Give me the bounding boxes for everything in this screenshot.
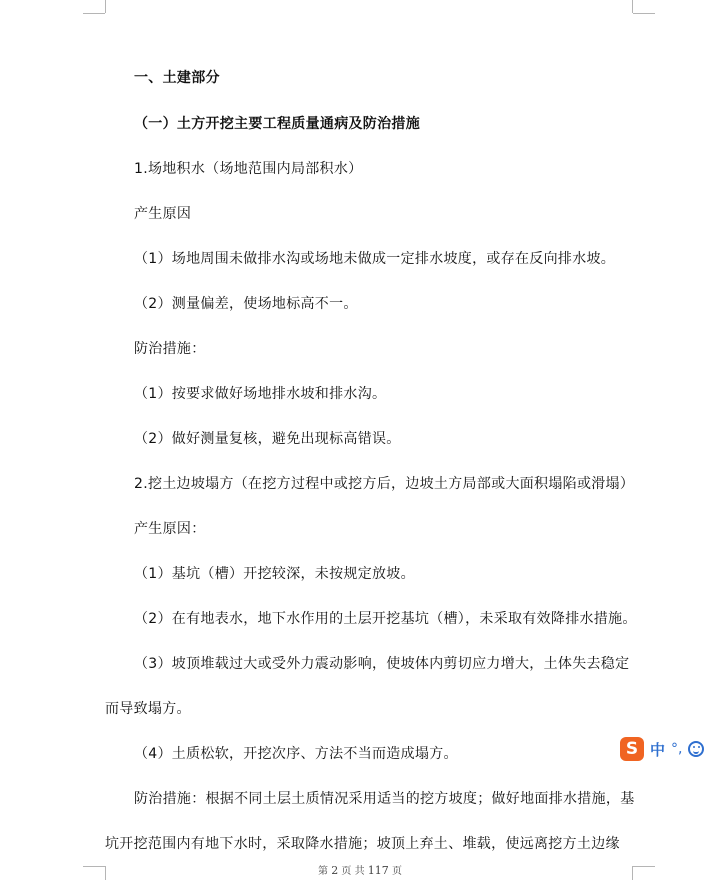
body-line: （2）在有地表水，地下水作用的土层开挖基坑（槽），未采取有效降排水措施。	[134, 611, 637, 627]
body-line: 1.场地积水（场地范围内局部积水）	[134, 161, 363, 177]
ime-toolbar[interactable]	[620, 736, 704, 762]
sogou-logo-icon[interactable]	[620, 737, 644, 761]
crop-mark-top-right-v	[632, 0, 633, 13]
body-line: 防治措施：根据不同土层土质情况采用适当的挖方坡度；做好地面排水措施，基	[134, 791, 635, 807]
footer-suffix: 页	[391, 866, 402, 877]
body-line: 2.挖土边坡塌方（在挖方过程中或挖方后，边坡土方局部或大面积塌陷或滑塌）	[134, 476, 635, 492]
body-line: （1）按要求做好场地排水坡和排水沟。	[134, 386, 387, 402]
subsection-heading: （一）土方开挖主要工程质量通病及防治措施	[134, 116, 420, 132]
ime-logo-letter: S	[625, 739, 639, 759]
body-line: 防治措施：	[134, 341, 206, 357]
ime-punctuation-toggle[interactable]: °,	[671, 741, 683, 757]
crop-mark-top-right-h	[633, 13, 655, 14]
footer-mid: 页 共	[341, 866, 365, 877]
body-line: 坑开挖范围内有地下水时，采取降水措施；坡顶上弃土、堆载，使远离挖方土边缘	[105, 836, 620, 852]
footer-prefix: 第	[318, 866, 329, 877]
page-footer	[0, 862, 720, 877]
body-line: 产生原因	[134, 206, 192, 222]
body-line: 产生原因：	[134, 521, 206, 537]
body-line: （3）坡顶堆载过大或受外力震动影响，使坡体内剪切应力增大，土体失去稳定	[134, 656, 630, 672]
body-line: （1）基坑（槽）开挖较深，未按规定放坡。	[134, 566, 415, 582]
body-line: （2）做好测量复核，避免出现标高错误。	[134, 431, 401, 447]
crop-mark-top-left-v	[105, 0, 106, 13]
ime-language-toggle[interactable]: 中	[650, 740, 666, 759]
body-line: （4）土质松软，开挖次序、方法不当而造成塌方。	[134, 746, 458, 762]
crop-mark-top-left-h	[83, 13, 105, 14]
body-line: （2）测量偏差，使场地标高不一。	[134, 296, 358, 312]
body-line: 而导致塌方。	[105, 701, 191, 717]
footer-page-number: 2	[331, 864, 339, 877]
body-line: （1）场地周围未做排水沟或场地未做成一定排水坡度，或存在反向排水坡。	[134, 251, 616, 267]
footer-total-pages: 117	[367, 864, 389, 877]
section-heading: 一、土建部分	[134, 70, 220, 86]
emoji-icon[interactable]	[688, 741, 704, 757]
